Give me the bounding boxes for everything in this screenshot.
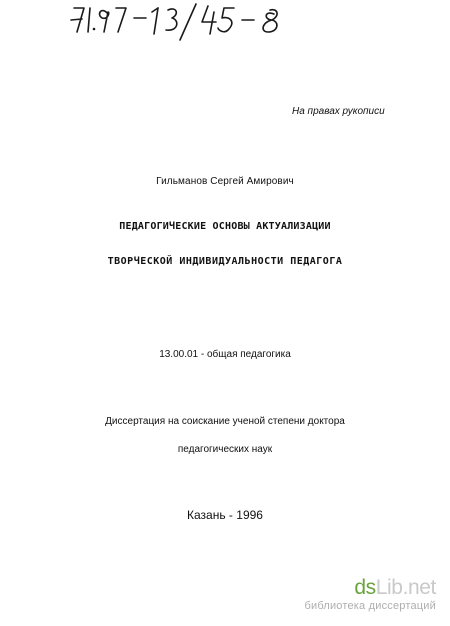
manuscript-note: На правах рукописи bbox=[292, 106, 385, 117]
author-name: Гильманов Сергей Амирович bbox=[156, 176, 294, 187]
specialty-code: 13.00.01 - общая педагогика bbox=[159, 349, 291, 360]
degree-statement-line-1: Диссертация на соискание ученой степени доктора bbox=[105, 416, 345, 427]
dissertation-title-line-2: ТВОРЧЕСКОЙ ИНДИВИДУАЛЬНОСТИ ПЕДАГОГА bbox=[107, 256, 343, 267]
handwritten-code-drawing bbox=[68, 2, 308, 42]
dslib-watermark bbox=[304, 577, 436, 612]
watermark-logo-net: .net bbox=[402, 576, 436, 599]
watermark-logo-lib: Lib bbox=[375, 576, 403, 599]
degree-statement-line-2: педагогических наук bbox=[177, 444, 273, 455]
city-year: Казань - 1996 bbox=[187, 508, 263, 522]
watermark-logo bbox=[304, 577, 436, 599]
watermark-subtitle: библиотека диссертаций bbox=[304, 600, 436, 612]
handwritten-archive-code bbox=[68, 2, 308, 42]
watermark-logo-ds: ds bbox=[354, 576, 376, 599]
dissertation-title-line-1: ПЕДАГОГИЧЕСКИЕ ОСНОВЫ АКТУАЛИЗАЦИИ bbox=[119, 221, 331, 232]
